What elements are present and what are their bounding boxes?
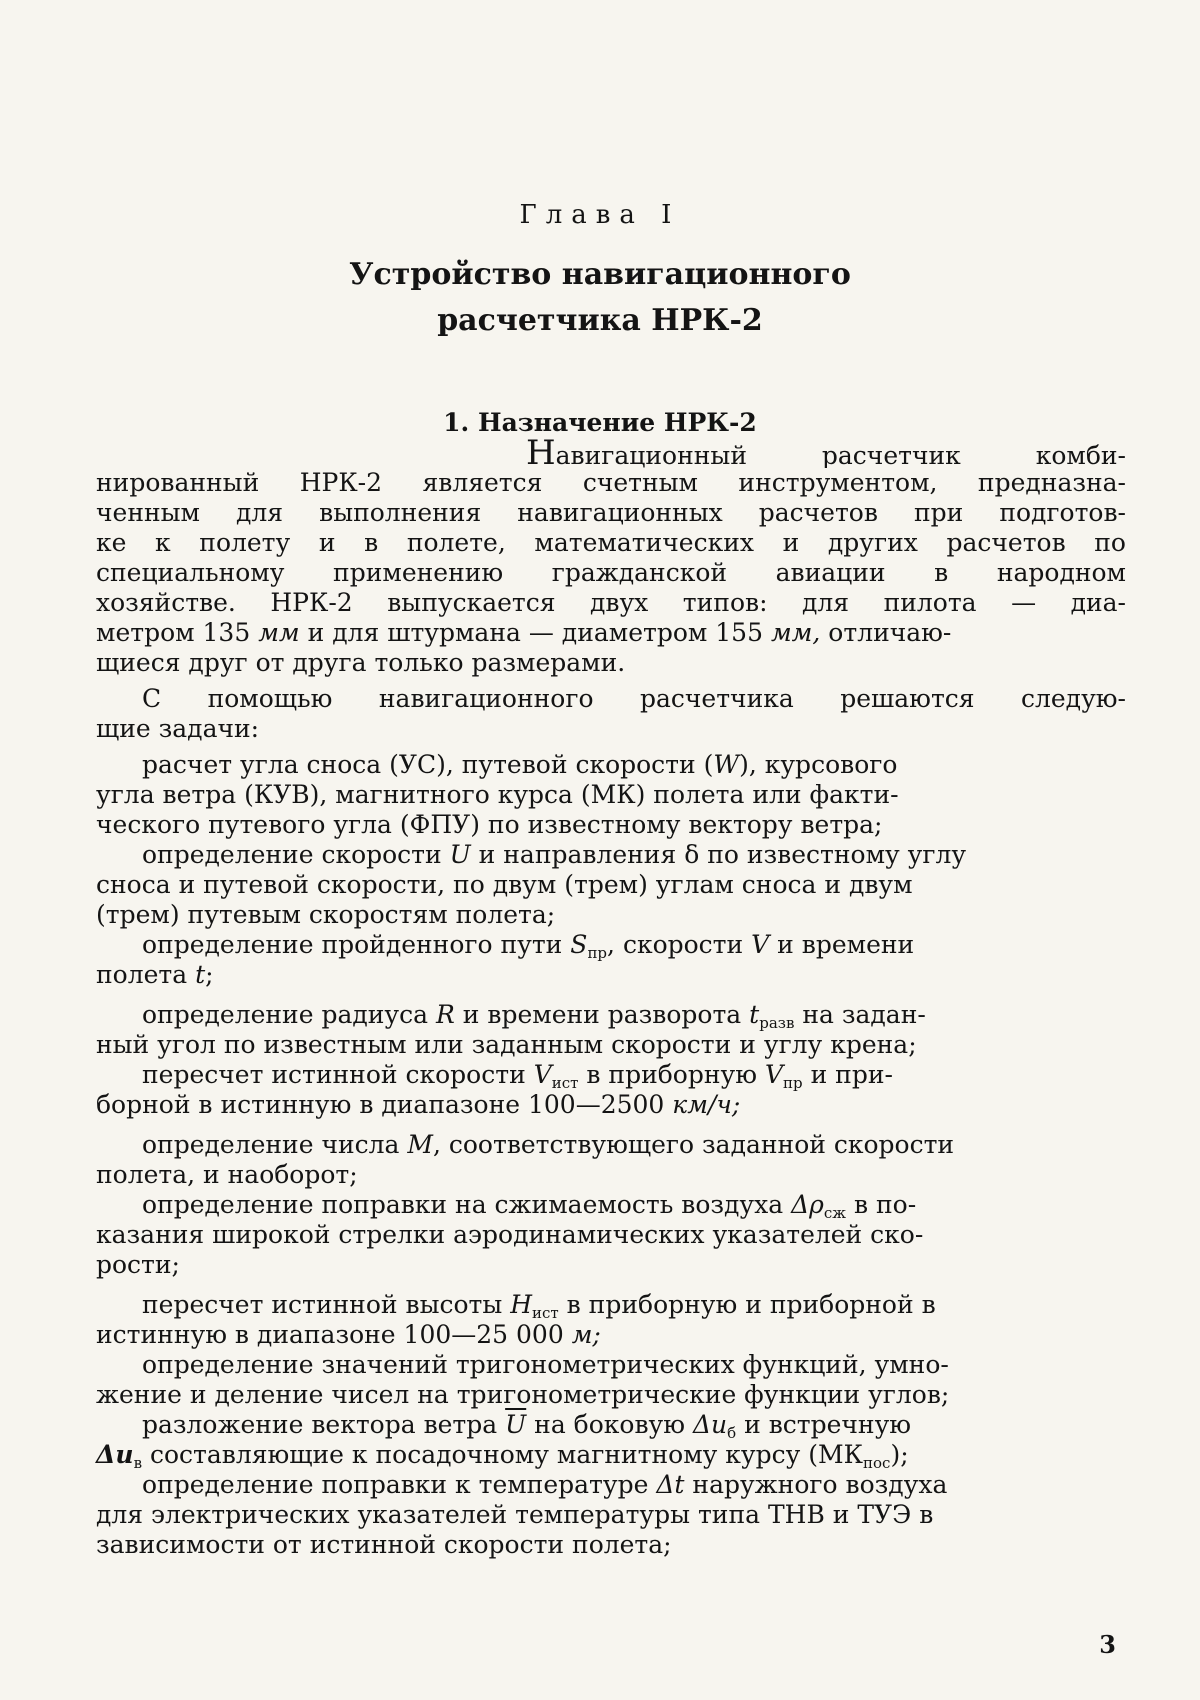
symbol: H: [510, 1290, 533, 1319]
text-fragment: и при-: [802, 1060, 893, 1089]
symbol: М: [407, 1130, 433, 1159]
vector-symbol: $\overline{U}$: [505, 1410, 527, 1439]
text-fragment: наружного воздуха: [684, 1470, 948, 1499]
symbol: Δρ: [791, 1190, 824, 1219]
text-fragment: отличаю-: [820, 618, 952, 647]
text-fragment: определение радиуса: [142, 1000, 436, 1029]
text-fragment: борной в истинную в диапазоне 100—2500: [96, 1090, 673, 1119]
text-line: щиеся друг от друга только размерами.: [96, 648, 626, 677]
text-line: ческого путевого угла (ФПУ) по известному вектору ветра;: [96, 810, 883, 839]
text-fragment: определение скорости: [142, 840, 450, 869]
list-item: [96, 1350, 1126, 1410]
text-fragment: и времени разворота: [454, 1000, 750, 1029]
chapter-title: [0, 252, 1200, 344]
text-line: [96, 1320, 1126, 1350]
text-line: [96, 438, 1126, 468]
text-line: рости;: [96, 1250, 180, 1279]
text-line: хозяйстве. НРК-2 выпускается двух типов: для пилота — диа-: [96, 588, 1126, 617]
text-fragment: на задан-: [794, 1000, 926, 1029]
text-line: [96, 1290, 1126, 1320]
symbol: V: [533, 1060, 552, 1089]
text-fragment: определение поправки к температуре: [142, 1470, 657, 1499]
text-fragment: ), курсового: [739, 750, 898, 779]
subscript: пр: [587, 944, 608, 962]
subscript: ист: [551, 1074, 579, 1092]
text-line: для электрических указателей температуры типа ТНВ и ТУЭ в: [96, 1500, 934, 1529]
drop-cap: Н: [526, 438, 556, 468]
text-line: С помощью навигационного расчетчика решаются следую-: [142, 684, 1126, 713]
unit: км/ч;: [672, 1090, 741, 1119]
text-line: [96, 750, 1126, 780]
text-line: ке к полету и в полете, математических и других расчетов по: [96, 528, 1126, 557]
text-fragment: на боковую: [526, 1410, 693, 1439]
symbol: Δt: [656, 1470, 685, 1499]
chapter-title-line: расчетчика НРК-2: [437, 303, 763, 338]
text-fragment: истинную в диапазоне 100—25 000: [96, 1320, 572, 1349]
text-fragment: составляющие к посадочному магнитному курсу (МК: [142, 1440, 864, 1469]
text-line: (трем) путевым скоростям полета;: [96, 900, 556, 929]
text-line: [96, 1000, 1126, 1030]
text-fragment: определение поправки на сжимаемость воздуха: [142, 1190, 792, 1219]
text-line: [96, 930, 1126, 960]
symbol: R: [435, 1000, 455, 1029]
text-fragment: и встречную: [736, 1410, 912, 1439]
chapter-title-line: Устройство навигационного: [349, 257, 851, 292]
text-fragment: определение пройденного пути: [142, 930, 571, 959]
text-line: [96, 1470, 1126, 1500]
text-fragment: пересчет истинной высоты: [142, 1290, 511, 1319]
list-item: [96, 1410, 1126, 1470]
text-line: [96, 1440, 1126, 1470]
list-item: [96, 1130, 1126, 1190]
text-fragment: ;: [205, 960, 214, 989]
subscript: сж: [823, 1204, 847, 1222]
text-line: ный угол по известным или заданным скорости и углу крена;: [96, 1030, 917, 1059]
text-fragment: расчет угла сноса (УС), путевой скорости (: [142, 750, 714, 779]
subscript: пр: [783, 1074, 803, 1092]
text-fragment: метром 135: [96, 618, 259, 647]
symbol: t: [195, 960, 206, 989]
text-line: казания широкой стрелки аэродинамических указателей ско-: [96, 1220, 924, 1249]
text-line: [96, 840, 1126, 870]
list-item: [96, 1190, 1126, 1280]
subscript: ист: [532, 1304, 559, 1322]
text-line: щие задачи:: [96, 714, 260, 743]
text-line: [96, 1410, 1126, 1440]
chapter-label: Глава I: [519, 200, 681, 230]
text-fragment: и времени: [769, 930, 915, 959]
symbol: U: [449, 840, 471, 869]
text-fragment: в по-: [846, 1190, 917, 1219]
subscript: разв: [759, 1014, 795, 1032]
unit: мм: [258, 618, 300, 647]
list-item: [96, 930, 1126, 990]
text-fragment: , скорости: [607, 930, 752, 959]
list-item: [96, 840, 1126, 930]
tasks-intro: [96, 684, 1126, 744]
list-item: [96, 1060, 1126, 1120]
text-line: [96, 1190, 1126, 1220]
symbol: V: [764, 1060, 784, 1089]
text-fragment: и направления δ по известному углу: [470, 840, 967, 869]
text-fragment: , соответствующего заданной скорости: [432, 1130, 955, 1159]
text-line: полета, и наоборот;: [96, 1160, 358, 1189]
intro-paragraph: [96, 438, 1126, 678]
list-item: [96, 1000, 1126, 1060]
text-fragment: );: [890, 1440, 909, 1469]
text-fragment: в приборную: [578, 1060, 765, 1089]
text-line: сноса и путевой скорости, по двум (трем) углам сноса и двум: [96, 870, 913, 899]
section-heading: 1. Назначение НРК-2: [443, 408, 757, 437]
symbol: S: [570, 930, 588, 959]
text-fragment: и для штурмана — диаметром 155: [299, 618, 771, 647]
text-fragment: определение числа: [142, 1130, 408, 1159]
list-item: [96, 1470, 1126, 1560]
symbol: W: [713, 750, 740, 779]
subscript: пос: [863, 1454, 891, 1472]
unit: м;: [571, 1320, 601, 1349]
text-line: определение значений тригонометрических функций, умно-: [142, 1350, 949, 1379]
page-number: 3: [1099, 1630, 1116, 1659]
subscript: б: [727, 1424, 737, 1442]
text-line: [96, 1090, 1126, 1120]
tasks-list: [96, 750, 1126, 1560]
text-fragment: в приборную и приборной в: [558, 1290, 936, 1319]
text-line: [96, 1130, 1126, 1160]
symbol: Δu: [692, 1410, 728, 1439]
text-line: угла ветра (КУВ), магнитного курса (МК) полета или факти-: [96, 780, 899, 809]
symbol: V: [751, 930, 770, 959]
unit: мм,: [770, 618, 821, 647]
text-fragment: полета: [96, 960, 196, 989]
text-fragment: авигационный расчетчик комби-: [555, 441, 1126, 468]
text-line: специальному применению гражданской авиации в народном: [96, 558, 1126, 587]
text-line: зависимости от истинной скорости полета;: [96, 1530, 672, 1559]
text-line: [96, 618, 1126, 648]
symbol: Δu: [96, 1440, 134, 1469]
text-line: жение и деление чисел на тригонометрические функции углов;: [96, 1380, 950, 1409]
text-fragment: разложение вектора ветра: [142, 1410, 506, 1439]
text-line: нированный НРК-2 является счетным инструментом, предназна-: [96, 468, 1126, 497]
text-fragment: пересчет истинной скорости: [142, 1060, 534, 1089]
list-item: [96, 1290, 1126, 1350]
subscript: в: [133, 1454, 143, 1472]
text-line: [96, 960, 1126, 990]
text-line: ченным для выполнения навигационных расчетов при подготов-: [96, 498, 1126, 527]
text-line: [96, 1060, 1126, 1090]
list-item: [96, 750, 1126, 840]
symbol: t: [749, 1000, 760, 1029]
